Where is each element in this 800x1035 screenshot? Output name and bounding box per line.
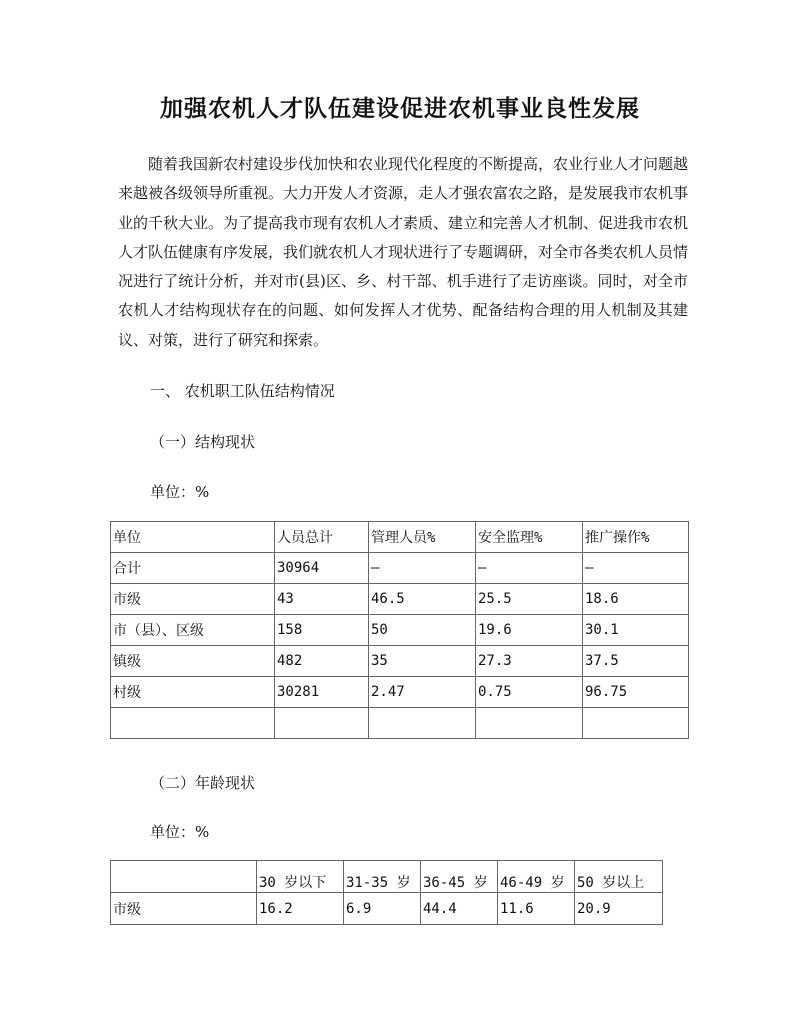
header-cell	[111, 861, 257, 893]
table-cell: 合计	[111, 553, 275, 584]
subsection-heading: （一）结构现状	[150, 433, 256, 451]
table-row	[111, 708, 689, 739]
table-cell: —	[476, 553, 583, 584]
table-row	[111, 615, 689, 646]
structure-table	[110, 521, 689, 739]
header-cell: 安全监理%	[476, 522, 583, 553]
table-cell: 30964	[275, 553, 369, 584]
table-row	[111, 677, 689, 708]
table-cell: 50	[369, 615, 476, 646]
table-cell: 44.4	[421, 893, 498, 925]
table-cell: 158	[275, 615, 369, 646]
table-cell: 30.1	[583, 615, 689, 646]
unit-label: 单位：%	[150, 483, 210, 501]
header-cell: 30 岁以下	[257, 861, 344, 893]
subsection-heading: （二）年龄现状	[150, 774, 256, 792]
header-cell: 31-35 岁	[344, 861, 421, 893]
table-cell	[275, 708, 369, 739]
table-row	[111, 893, 663, 925]
header-cell: 单位	[111, 522, 275, 553]
table-cell: 0.75	[476, 677, 583, 708]
table-cell: 43	[275, 584, 369, 615]
table-cell	[476, 708, 583, 739]
table-cell: 35	[369, 646, 476, 677]
table-cell: 镇级	[111, 646, 275, 677]
table-cell	[111, 708, 275, 739]
table-row	[111, 553, 689, 584]
table-cell: 19.6	[476, 615, 583, 646]
table-cell: —	[583, 553, 689, 584]
document-title: 加强农机人才队伍建设促进农机事业良性发展	[160, 95, 640, 122]
table-cell: 25.5	[476, 584, 583, 615]
table-cell: 27.3	[476, 646, 583, 677]
header-cell: 46-49 岁	[498, 861, 575, 893]
table-cell: 6.9	[344, 893, 421, 925]
table-cell: 2.47	[369, 677, 476, 708]
table-row	[111, 584, 689, 615]
table-cell: 20.9	[575, 893, 663, 925]
unit-label: 单位：%	[150, 823, 210, 841]
table-row	[111, 646, 689, 677]
table-cell: 11.6	[498, 893, 575, 925]
age-table	[110, 860, 663, 925]
section-heading: 一、 农机职工队伍结构情况	[150, 382, 335, 400]
intro-paragraph: 随着我国新农村建设步伐加快和农业现代化程度的不断提高，农业行业人才问题越来越被各级领导所重视。大力开发人才资源，走人才强农富农之路，是发展我市农机事业的千秋大业。为了提高我市现有农机人才素质、建立和完善人才机制、促进我市农机人才队伍健康有序发展，我们就农机人才现状进行了专题调研，对全市各类农机人员情况进行了统计分析，并对市(县)区、乡、村干部、机手进行了走访座谈。同时，对全市农机人才结构现状存在的问题、如何发挥人才优势、配备结构合理的用人机制及其建议、对策，进行了研究和探索。	[118, 155, 689, 349]
table-cell: —	[369, 553, 476, 584]
table-cell	[583, 708, 689, 739]
table-cell: 市级	[111, 893, 257, 925]
header-cell: 人员总计	[275, 522, 369, 553]
table-cell: 482	[275, 646, 369, 677]
table-cell: 市级	[111, 584, 275, 615]
table-cell: 16.2	[257, 893, 344, 925]
header-cell: 50 岁以上	[575, 861, 663, 893]
table-cell: 18.6	[583, 584, 689, 615]
table-cell: 30281	[275, 677, 369, 708]
header-cell: 管理人员%	[369, 522, 476, 553]
table-cell: 37.5	[583, 646, 689, 677]
table-cell: 市（县）、区级	[111, 615, 275, 646]
table-header-row	[111, 861, 663, 893]
header-cell: 36-45 岁	[421, 861, 498, 893]
table-header-row	[111, 522, 689, 553]
table-cell: 46.5	[369, 584, 476, 615]
table-cell: 村级	[111, 677, 275, 708]
header-cell: 推广操作%	[583, 522, 689, 553]
table-cell: 96.75	[583, 677, 689, 708]
table-cell	[369, 708, 476, 739]
